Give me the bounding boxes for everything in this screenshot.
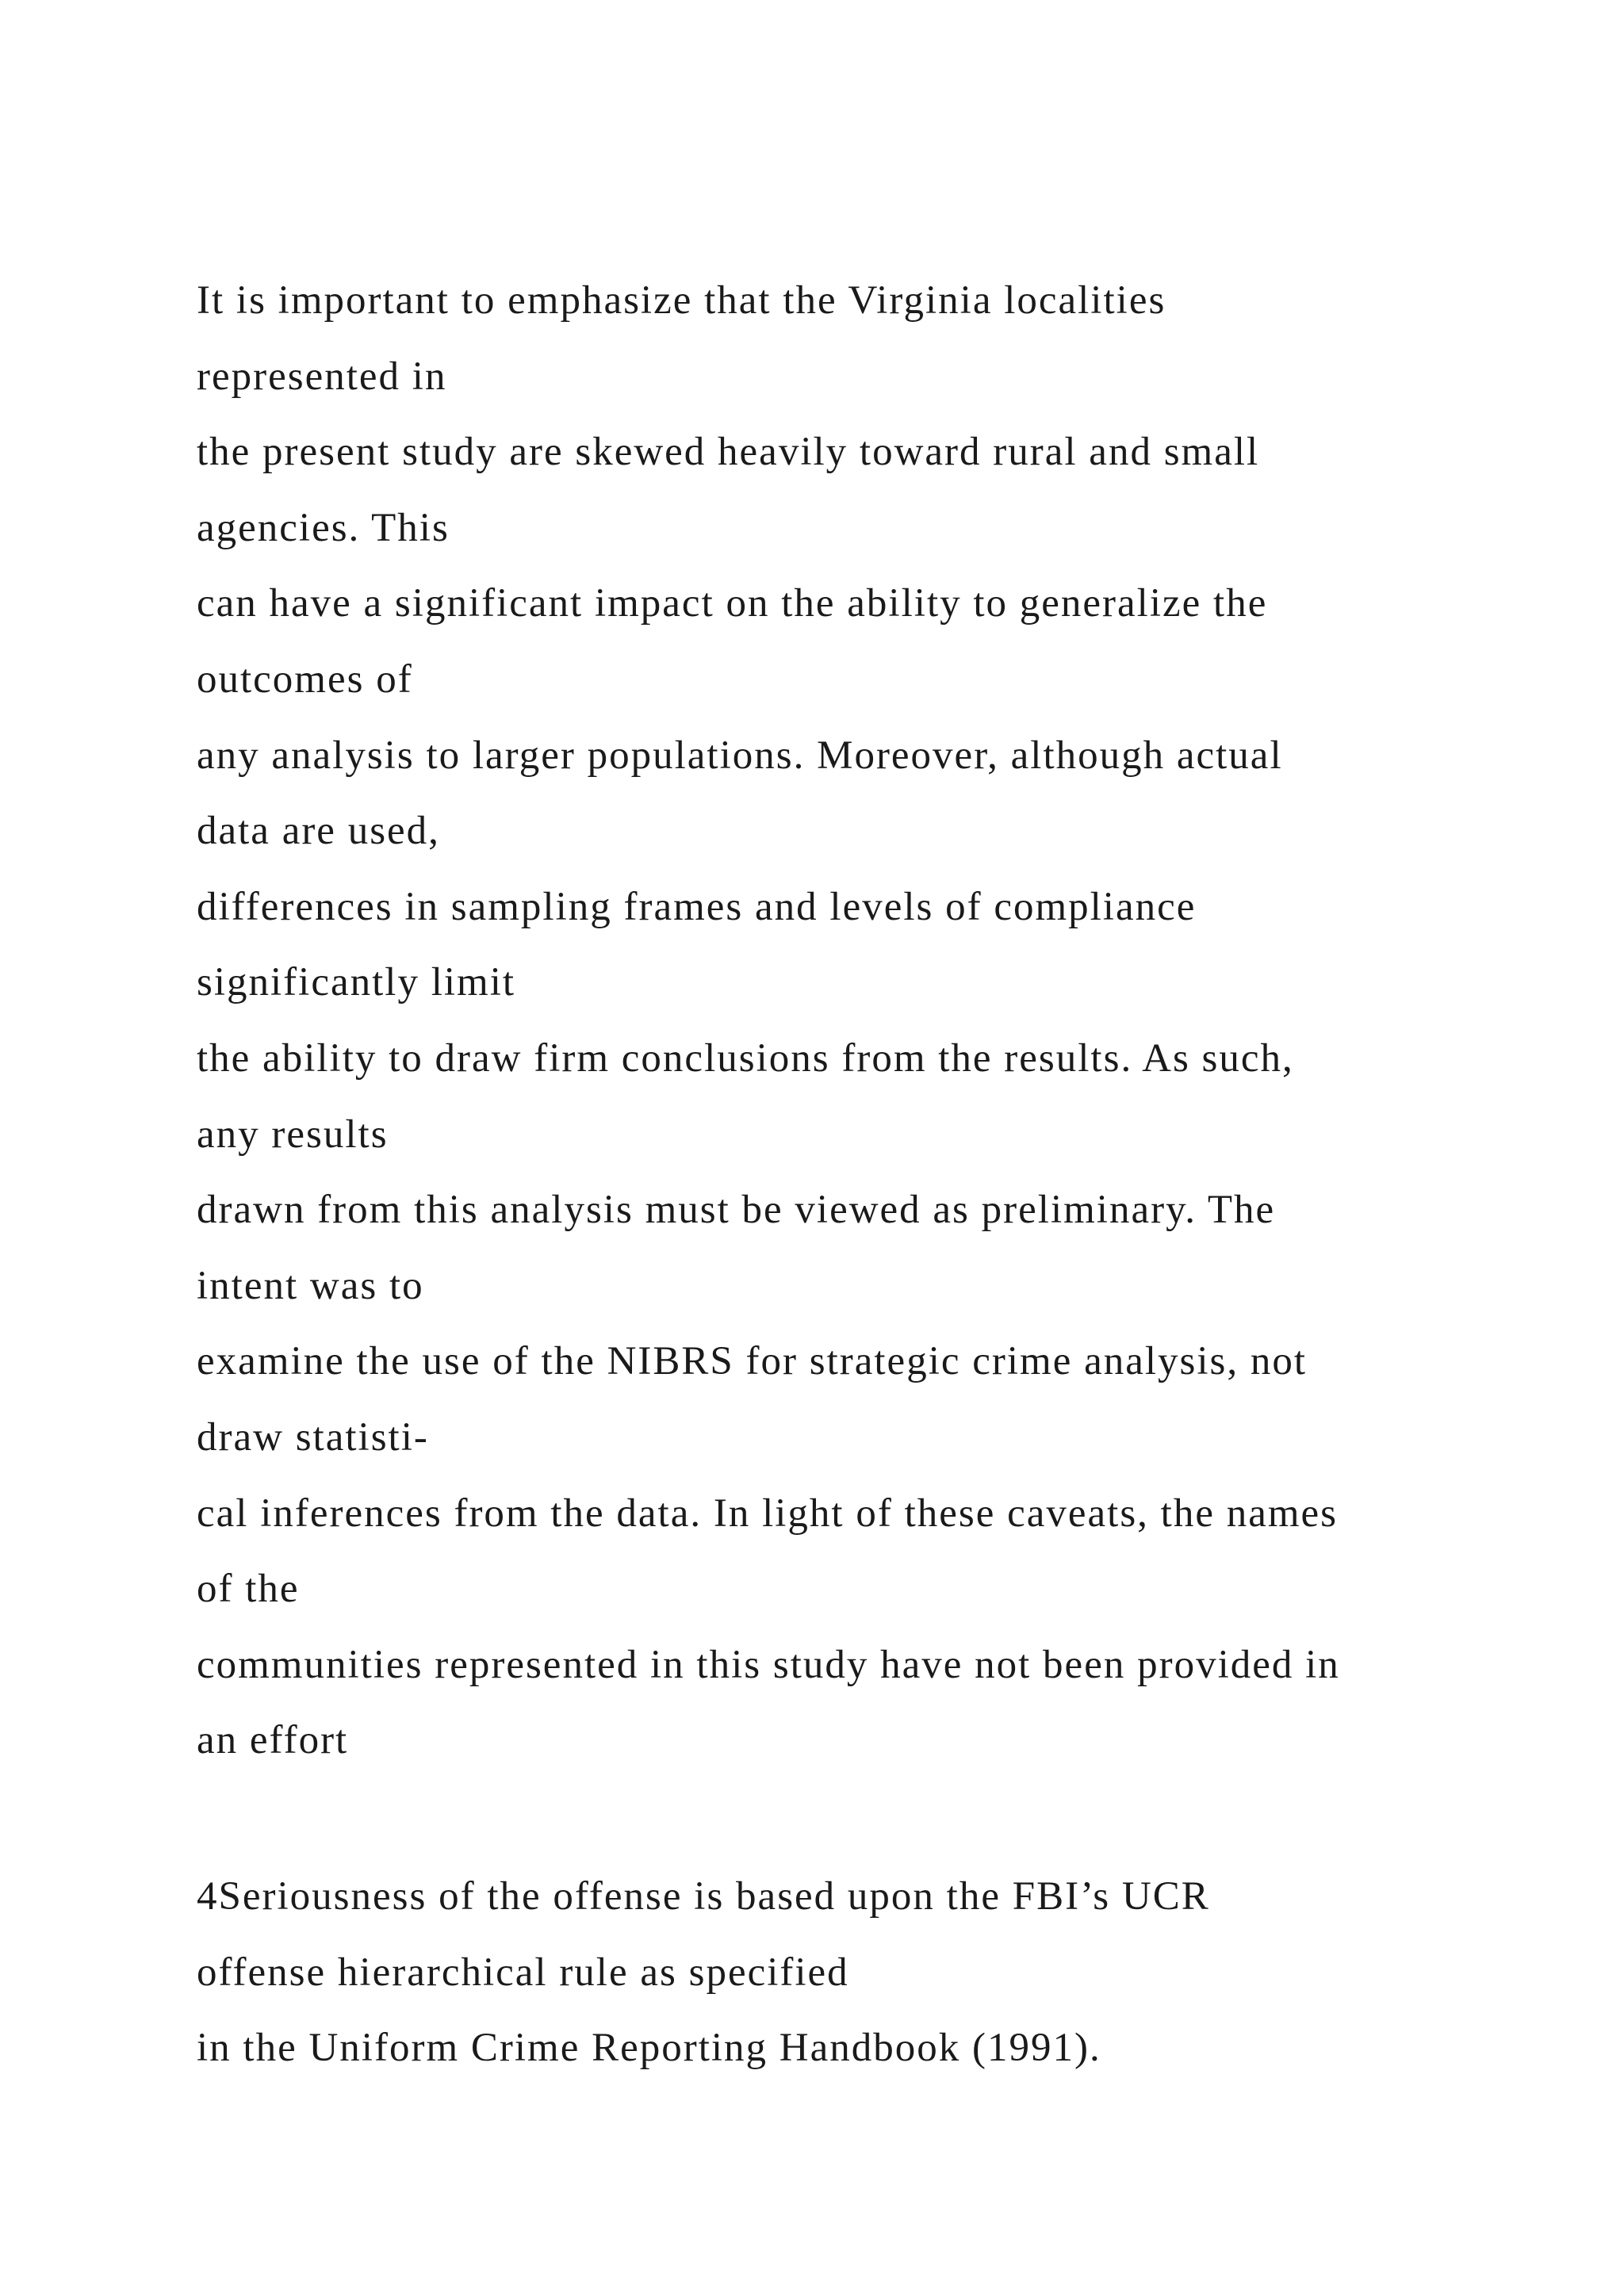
footnote-line: offense hierarchical rule as specified (197, 1950, 849, 1995)
paragraph-line: of the (197, 1567, 300, 1612)
paragraph-line: the present study are skewed heavily toward rural and small (197, 430, 1260, 475)
paragraph-line: significantly limit (197, 960, 516, 1005)
paragraph-line: differences in sampling frames and levels of compliance (197, 884, 1197, 929)
paragraph-line: data are used, (197, 809, 440, 854)
paragraph-line: examine the use of the NIBRS for strategic crime analysis, not (197, 1339, 1308, 1384)
paragraph-line: any analysis to larger populations. Moreover, although actual (197, 733, 1283, 778)
paragraph-line: the ability to draw firm conclusions from the results. As such, (197, 1035, 1294, 1081)
paragraph-line: intent was to (197, 1263, 424, 1308)
paragraph-line: can have a significant impact on the ability to generalize the (197, 581, 1268, 626)
footnote-line: 4Seriousness of the offense is based upon the FBI’s UCR (197, 1874, 1210, 1919)
paragraph-line: cal inferences from the data. In light of these caveats, the names (197, 1490, 1339, 1536)
paragraph-line: agencies. This (197, 505, 450, 550)
paragraph-line: an effort (197, 1718, 349, 1763)
paragraph-line: any results (197, 1112, 389, 1157)
footnote (197, 1859, 1561, 2087)
body-paragraph (197, 263, 1561, 1779)
paragraph-line: draw statisti- (197, 1414, 429, 1460)
paragraph-line: communities represented in this study have not been provided in (197, 1642, 1340, 1687)
paragraph-line: drawn from this analysis must be viewed as preliminary. The (197, 1188, 1276, 1233)
footnote-line: in the Uniform Crime Reporting Handbook (1991). (197, 2026, 1101, 2071)
paragraph-line: outcomes of (197, 656, 413, 702)
paragraph-line: It is important to emphasize that the Virginia localities (197, 278, 1166, 323)
paragraph-line: represented in (197, 354, 447, 399)
